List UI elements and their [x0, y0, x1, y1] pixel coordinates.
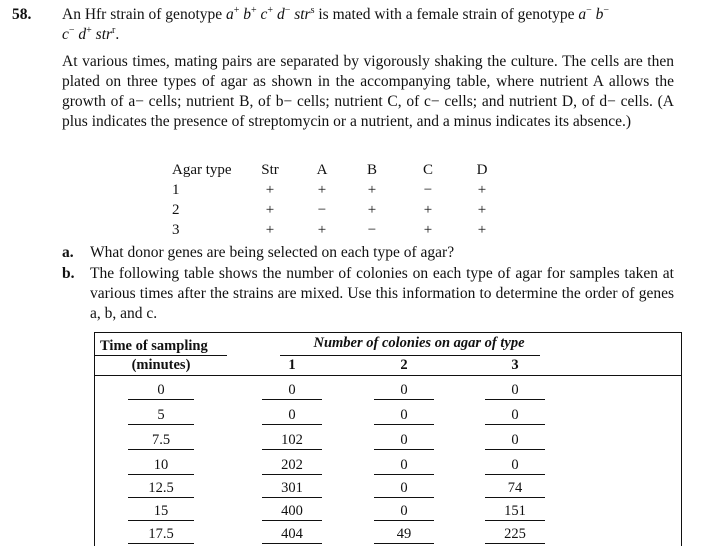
time-header-line1: Time of sampling	[100, 338, 208, 354]
part-a	[62, 243, 674, 263]
count-cell: 0	[511, 457, 519, 473]
row-rule	[485, 424, 545, 425]
count-cell: 0	[511, 432, 519, 448]
table-border-right	[681, 332, 682, 546]
agar-header-str: Str	[261, 162, 279, 178]
row-rule	[374, 543, 434, 544]
group-header: Number of colonies on agar of type	[313, 335, 525, 351]
colony-table	[94, 332, 684, 546]
count-cell: 0	[400, 503, 408, 519]
row-rule	[128, 543, 194, 544]
time-header-line2: (minutes)	[131, 357, 191, 373]
time-cell: 15	[153, 503, 169, 519]
row-rule	[262, 543, 322, 544]
agar-cell: +	[317, 222, 327, 238]
time-cell: 12.5	[148, 480, 174, 496]
row-rule	[485, 474, 545, 475]
agar-cell: +	[477, 202, 487, 218]
part-a-text: What donor genes are being selected on each type of agar?	[90, 244, 455, 261]
agar-column-2: 2	[400, 357, 408, 373]
row-rule	[485, 399, 545, 400]
question-line-1: An Hfr strain of genotype a+ b+ c+ d− str$^s$ is mated with a female strain of genotype a− b−	[62, 4, 609, 23]
row-rule	[128, 449, 194, 450]
row-rule	[128, 399, 194, 400]
count-cell: 49	[396, 526, 412, 542]
count-cell: 0	[400, 480, 408, 496]
row-rule	[374, 474, 434, 475]
agar-cell: 1	[172, 182, 180, 198]
count-cell: 0	[400, 407, 408, 423]
row-rule	[128, 474, 194, 475]
agar-header-c: C	[422, 162, 433, 178]
count-cell: 0	[511, 382, 519, 398]
part-b	[62, 264, 674, 326]
row-rule	[128, 520, 194, 521]
count-cell: 0	[400, 457, 408, 473]
agar-cell: +	[423, 202, 433, 218]
agar-cell: +	[265, 182, 275, 198]
count-cell: 400	[281, 503, 303, 519]
agar-cell: 3	[172, 222, 180, 238]
count-cell: 202	[281, 457, 303, 473]
agar-cell: +	[367, 202, 377, 218]
question-paragraph: At various times, mating pairs are separated by vigorously shaking the culture. The cells are then plated on three types of agar as shown in the accompanying table, where nutrient A allows the growth of a− cells; nutrient B, of b− cells; nutrient C, of c− cells; and nutrient D, of d− cells. (A plus indicates the presence of streptomycin or a nutrient, and a minus indicates its absence.)	[62, 53, 674, 130]
part-b-text: The following table shows the number of colonies on each type of agar for samples taken at various times after the strains are mixed. Use this information to determine the order of genes a, b, and c.	[90, 265, 674, 322]
count-cell: 0	[288, 382, 296, 398]
agar-cell: −	[423, 182, 433, 198]
part-a-label: a.	[62, 244, 74, 261]
row-rule	[485, 520, 545, 521]
row-rule	[262, 424, 322, 425]
count-cell: 0	[511, 407, 519, 423]
count-cell: 0	[400, 432, 408, 448]
row-rule	[374, 497, 434, 498]
row-rule	[374, 520, 434, 521]
time-cell: 0	[157, 382, 165, 398]
time-cell: 7.5	[151, 432, 171, 448]
count-cell: 0	[400, 382, 408, 398]
time-cell: 10	[153, 457, 169, 473]
count-cell: 225	[504, 526, 526, 542]
agar-header-d: D	[476, 162, 488, 178]
agar-cell: −	[317, 202, 327, 218]
row-rule	[485, 497, 545, 498]
row-rule	[262, 399, 322, 400]
agar-cell: +	[477, 182, 487, 198]
count-cell: 151	[504, 503, 526, 519]
agar-cell: +	[423, 222, 433, 238]
agar-cell: −	[367, 222, 377, 238]
count-cell: 301	[281, 480, 303, 496]
count-cell: 102	[281, 432, 303, 448]
header-bottom-rule	[94, 375, 682, 376]
row-rule	[374, 449, 434, 450]
count-cell: 74	[507, 480, 523, 496]
row-rule	[128, 424, 194, 425]
agar-cell: +	[367, 182, 377, 198]
agar-cell: +	[265, 222, 275, 238]
agar-cell: +	[477, 222, 487, 238]
agar-header-type: Agar type	[172, 162, 232, 178]
row-rule	[262, 449, 322, 450]
agar-header-b: B	[366, 162, 377, 178]
row-rule	[262, 520, 322, 521]
part-b-label: b.	[62, 265, 75, 282]
row-rule	[374, 399, 434, 400]
row-rule	[485, 449, 545, 450]
question-line-2: c− d+ str$^r$.	[62, 24, 120, 43]
row-rule	[485, 543, 545, 544]
time-cell: 5	[157, 407, 165, 423]
agar-cell: 2	[172, 202, 180, 218]
agar-cell: +	[317, 182, 327, 198]
count-cell: 404	[281, 526, 303, 542]
time-cell: 17.5	[148, 526, 174, 542]
question-number: 58.	[12, 6, 32, 23]
agar-column-3: 3	[511, 357, 519, 373]
agar-header-a: A	[316, 162, 328, 178]
row-rule	[128, 497, 194, 498]
row-rule	[262, 474, 322, 475]
row-rule	[262, 497, 322, 498]
count-cell: 0	[288, 407, 296, 423]
row-rule	[374, 424, 434, 425]
agar-column-1: 1	[288, 357, 296, 373]
agar-cell: +	[265, 202, 275, 218]
